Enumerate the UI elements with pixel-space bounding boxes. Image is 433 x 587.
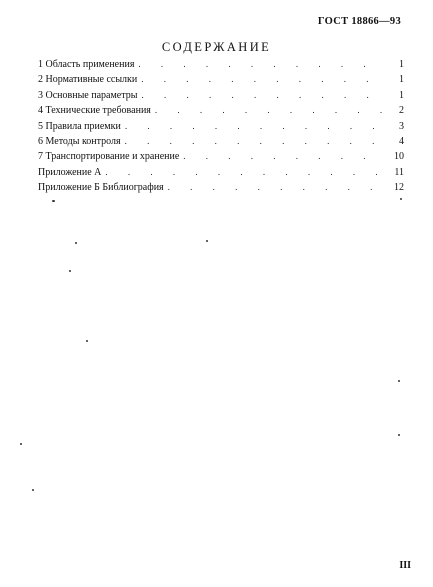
toc-entry[interactable]	[38, 180, 404, 195]
document-code: ГОСТ 18866—93	[317, 16, 401, 27]
contents-title: СОДЕРЖАНИЕ	[161, 40, 272, 54]
toc-leader-dots	[155, 103, 386, 118]
toc-entry-label: 4 Технические требования	[38, 105, 151, 117]
toc-leader-dots	[125, 134, 386, 149]
table-of-contents	[38, 57, 404, 196]
page-number: III	[399, 560, 411, 571]
toc-leader-dots	[141, 72, 386, 87]
scan-speck	[52, 200, 55, 202]
toc-entry-label: Приложение Б Библиография	[38, 182, 164, 194]
toc-entry[interactable]	[38, 72, 404, 87]
toc-leader-dots	[138, 57, 386, 72]
toc-entry[interactable]	[38, 88, 404, 103]
toc-entry-page: 3	[399, 120, 404, 132]
toc-leader-dots	[125, 119, 386, 134]
toc-entry[interactable]	[38, 103, 404, 118]
toc-entry-page: 2	[399, 105, 404, 117]
toc-entry-page: 1	[399, 74, 404, 86]
toc-entry-label: 5 Правила приемки	[38, 120, 121, 132]
toc-entry-label: 7 Транспортирование и хранение	[38, 151, 180, 163]
toc-entry[interactable]	[38, 165, 404, 180]
toc-entry[interactable]	[38, 119, 404, 134]
toc-leader-dots	[105, 165, 386, 180]
toc-entry-page: 4	[399, 135, 404, 147]
toc-entry-label: 1 Область применения	[38, 59, 135, 70]
toc-entry-label: 6 Методы контроля	[38, 135, 121, 147]
toc-entry-page: 12	[394, 182, 404, 194]
toc-entry[interactable]	[38, 134, 404, 149]
scan-speck	[206, 240, 208, 242]
scan-speck	[75, 242, 77, 244]
toc-leader-dots	[183, 149, 386, 164]
scan-speck	[86, 340, 88, 342]
toc-entry-page: 10	[394, 151, 404, 163]
toc-entry-label: Приложение А	[38, 166, 102, 178]
toc-entry-label: 3 Основные параметры	[38, 89, 138, 101]
toc-leader-dots	[141, 88, 386, 103]
toc-entry[interactable]	[38, 149, 404, 164]
toc-entry-label: 2 Нормативные ссылки	[38, 74, 138, 86]
toc-leader-dots	[168, 180, 386, 195]
scan-speck	[32, 489, 34, 491]
scan-speck	[398, 434, 400, 436]
toc-entry-page: 11	[394, 166, 404, 178]
toc-entry[interactable]	[38, 57, 404, 72]
scan-speck	[69, 270, 71, 272]
scan-speck	[398, 380, 400, 382]
scan-speck	[20, 443, 22, 445]
toc-entry-page: 1	[399, 59, 404, 70]
toc-entry-page: 1	[399, 89, 404, 101]
scan-speck	[400, 198, 402, 200]
